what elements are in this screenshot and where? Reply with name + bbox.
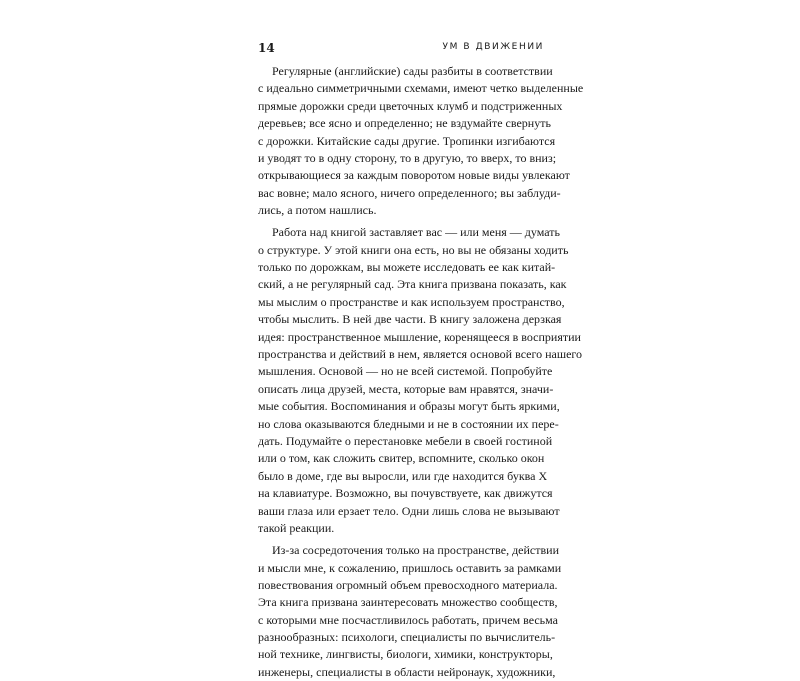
text-line: такой реакции. xyxy=(258,520,335,535)
text-line: ский, а не регулярный сад. Эта книга призвана показать, как xyxy=(258,277,567,292)
paragraph xyxy=(258,542,562,681)
text-line: Эта книга призвана заинтересовать множество сообществ, xyxy=(258,595,558,610)
text-line: повествования огромный объем превосходного материала. xyxy=(258,577,558,592)
text-line: Регулярные (английские) сады разбиты в соответствии xyxy=(272,64,553,78)
text-line: о структуре. У этой книги она есть, но вы не обязаны ходить xyxy=(258,242,569,257)
text-line: Работа над книгой заставляет вас — или меня — думать xyxy=(272,225,560,240)
running-head xyxy=(258,41,544,55)
text-line: дать. Подумайте о перестановке мебели в своей гостиной xyxy=(258,434,553,448)
text-line: описать лица друзей, места, которые вам нравятся, значи- xyxy=(258,381,554,396)
text-line: только по дорожкам, вы можете исследовать ее как китай- xyxy=(258,260,556,275)
text-line: идея: пространственное мышление, коренящееся в восприятии xyxy=(258,329,581,344)
paragraph xyxy=(258,224,583,537)
body-text xyxy=(258,63,584,681)
text-line: было в доме, где вы выросли, или где находится буква X xyxy=(258,468,548,483)
text-line: Из-за сосредоточения только на пространстве, действии xyxy=(272,543,560,558)
text-line: и мысли мне, к сожалению, пришлось оставить за рамками xyxy=(258,560,562,575)
text-line: ваши глаза или ерзает тело. Одни лишь слова не вызывают xyxy=(258,503,560,518)
text-line: мы мыслим о пространстве и как используем пространство, xyxy=(258,294,565,309)
text-line: или о том, как сложить свитер, вспомните, сколько окон xyxy=(258,451,545,466)
text-line: лись, а потом нашлись. xyxy=(258,203,377,218)
text-line: на клавиатуре. Возможно, вы почувствуете, как движутся xyxy=(258,486,553,501)
text-line: прямые дорожки среди цветочных клумб и подстриженных xyxy=(258,98,563,113)
text-line: пространства и действий в нем, является основой всего нашего xyxy=(258,347,583,362)
text-line: мые события. Воспоминания и образы могут быть яркими, xyxy=(258,399,560,414)
text-line: деревьев; все ясно и определенно; не вздумайте свернуть xyxy=(258,116,551,131)
paragraph xyxy=(258,63,584,220)
text-line: с которыми мне посчастливилось работать, причем весьма xyxy=(258,612,558,627)
text-line: инженеры, специалисты в области нейронаук, художники, xyxy=(258,664,556,679)
text-line: чтобы мыслить. В ней две части. В книгу заложена дерзкая xyxy=(258,312,562,327)
page-number: 14 xyxy=(258,41,275,55)
text-line: ной технике, лингвисты, биологи, химики, конструкторы, xyxy=(258,647,553,662)
text-line: с идеально симметричными схемами, имеют четко выделенные xyxy=(258,81,584,96)
text-line: с дорожки. Китайские сады другие. Тропинки изгибаются xyxy=(258,133,556,148)
text-line: но слова оказываются бледными и не в состоянии их пере- xyxy=(258,416,559,431)
text-line: вас вовне; мало ясного, ничего определенного; вы заблуди- xyxy=(258,185,561,200)
text-line: разнообразных: психологи, специалисты по вычислитель- xyxy=(258,630,556,645)
text-line: мышления. Основой — но не всей системой. Попробуйте xyxy=(258,364,553,379)
book-title: УМ В ДВИЖЕНИИ xyxy=(442,42,544,52)
text-line: и уводят то в одну сторону, то в другую, то вверх, то вниз; xyxy=(258,150,557,165)
text-line: открывающиеся за каждым поворотом новые виды увлекают xyxy=(258,168,570,183)
